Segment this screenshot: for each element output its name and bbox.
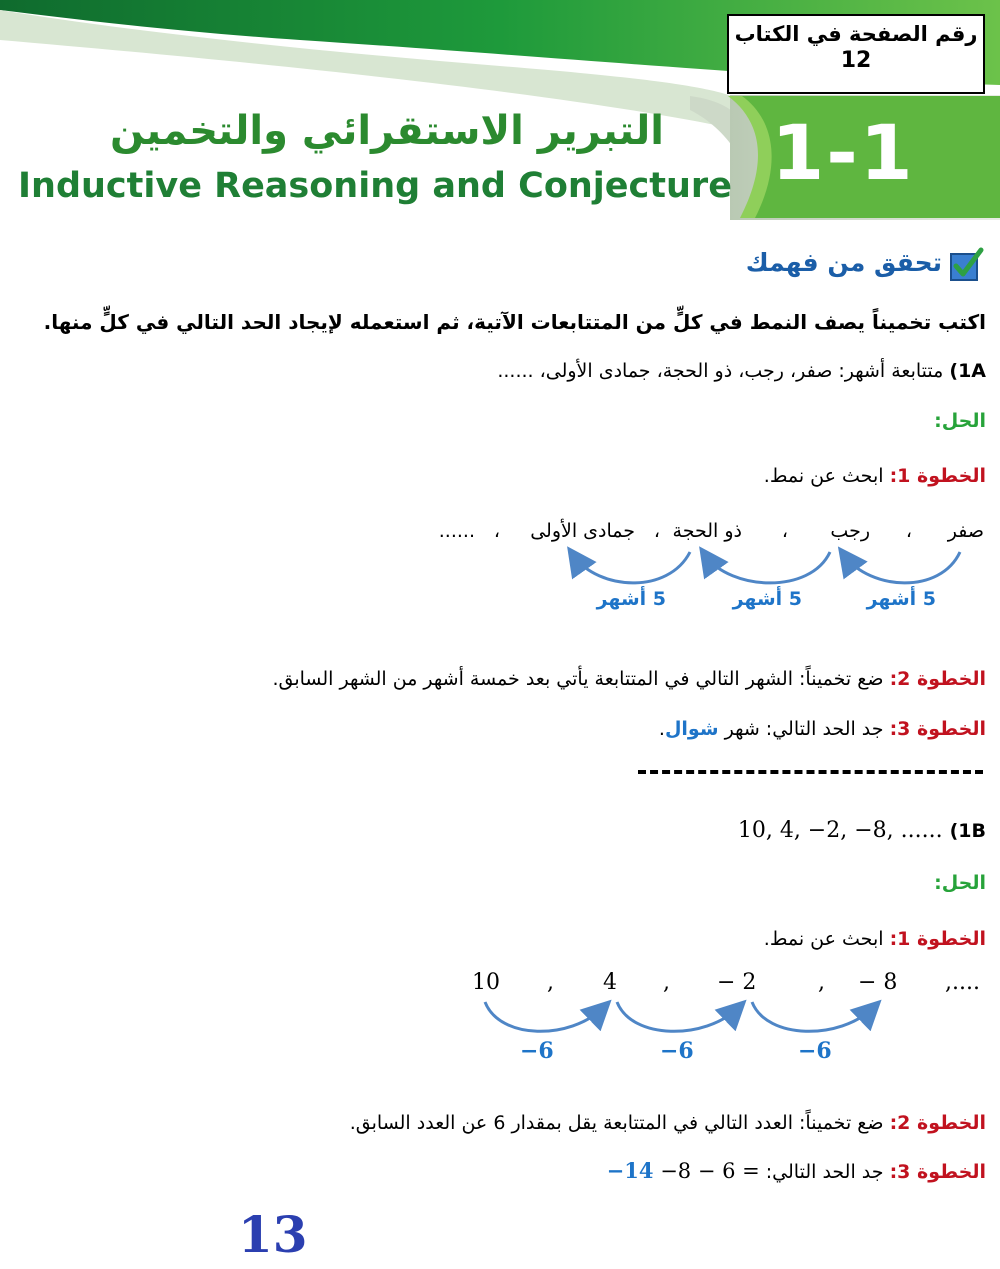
- section-divider: [638, 770, 983, 774]
- lesson-title-english: Inductive Reasoning and Conjecture: [18, 166, 732, 206]
- step1-text: ابحث عن نمط.: [763, 928, 884, 950]
- seq-1b-term-1: 10: [472, 970, 500, 995]
- seq-1b-sep-1: ,: [547, 970, 554, 995]
- gap-label-1b-1: −6: [520, 1038, 554, 1064]
- problem-1b-tag: (1B: [949, 820, 986, 842]
- lesson-title-arabic: التبرير الاستقرائي والتخمين: [110, 108, 664, 154]
- problem-1a: [497, 360, 986, 382]
- seq-1a-sep-1: ،: [905, 520, 912, 542]
- book-page-reference: [727, 14, 985, 94]
- gap-label-1a-2: 5 أشهر: [732, 588, 802, 610]
- page-number: 13: [238, 1205, 308, 1264]
- seq-1a-term-1: صفر: [947, 520, 984, 542]
- step3-text: جد الحد التالي: شهر: [724, 718, 884, 740]
- step3-equation-left: −8 − 6 =: [660, 1159, 760, 1183]
- seq-1b-term-4: − 8: [858, 970, 898, 995]
- step2-label: الخطوة 2:: [889, 668, 986, 690]
- step3-text: جد الحد التالي:: [765, 1161, 884, 1183]
- arrow-1b-3: [752, 1002, 873, 1031]
- seq-1a-term-4: جمادى الأولى: [530, 520, 635, 542]
- problem-1a-text: متتابعة أشهر: صفر، رجب، ذو الحجة، جمادى الأولى، ......: [497, 360, 944, 382]
- step3-answer: −14: [606, 1158, 654, 1183]
- seq-1b-sep-2: ,: [663, 970, 670, 995]
- gap-label-1a-3: 5 أشهر: [596, 588, 666, 610]
- step2-label: الخطوة 2:: [889, 1112, 986, 1134]
- step3-1a: [659, 718, 986, 740]
- step1-1a: [764, 465, 986, 487]
- arrow-1a-3: [574, 552, 690, 583]
- seq-1b-term-3: − 2: [717, 970, 757, 995]
- gap-label-1a-1: 5 أشهر: [866, 588, 936, 610]
- step2-1a: [272, 668, 986, 690]
- page-reference-number: 12: [840, 48, 872, 73]
- problem-1a-tag: 1A): [949, 360, 986, 382]
- arrow-1a-1: [845, 552, 960, 583]
- step3-label: الخطوة 3:: [889, 1161, 986, 1183]
- seq-1b-term-2: 4: [603, 970, 617, 995]
- gap-label-1b-2: −6: [660, 1038, 694, 1064]
- seq-1a-term-2: رجب: [830, 520, 870, 542]
- arrow-1b-2: [617, 1002, 738, 1031]
- step3-end: .: [658, 718, 665, 740]
- gap-label-1b-3: −6: [798, 1038, 832, 1064]
- seq-1a-term-3: ذو الحجة: [672, 520, 742, 542]
- problem-1b-sequence: 10, 4, −2, −8, ......: [737, 818, 943, 843]
- solution-label-1a: الحل:: [934, 410, 986, 432]
- check-understanding-heading: تحقق من فهمك: [745, 248, 942, 277]
- step1-text: ابحث عن نمط.: [763, 465, 884, 487]
- step3-label: الخطوة 3:: [889, 718, 986, 740]
- seq-1b-sep-3: ,: [818, 970, 825, 995]
- arrow-1a-2: [706, 552, 830, 583]
- step2-text: ضع تخميناً: الشهر التالي في المتتابعة يأتي بعد خمسة أشهر من الشهر السابق.: [272, 668, 884, 690]
- step1-label: الخطوة 1:: [889, 928, 986, 950]
- step3-1b: [607, 1158, 986, 1183]
- problem-1b: [738, 818, 986, 843]
- lesson-number: 1-1: [771, 108, 915, 197]
- step1-label: الخطوة 1:: [889, 465, 986, 487]
- step2-text: ضع تخميناً: العدد التالي في المتتابعة يقل بمقدار 6 عن العدد السابق.: [349, 1112, 884, 1134]
- page-reference-label: رقم الصفحة في الكتاب: [734, 22, 978, 46]
- step1-1b: [764, 928, 986, 950]
- checkbox-icon: [948, 246, 986, 282]
- seq-1a-sep-4: ،: [493, 520, 500, 542]
- seq-1b-ellipsis: ,....: [945, 970, 980, 995]
- seq-1a-sep-2: ،: [781, 520, 788, 542]
- step2-1b: [350, 1112, 986, 1134]
- arrow-1b-1: [485, 1002, 603, 1031]
- step3-answer: شوال: [664, 718, 719, 740]
- seq-1a-sep-3: ،: [653, 520, 660, 542]
- solution-label-1b: الحل:: [934, 872, 986, 894]
- seq-1a-ellipsis: ......: [438, 520, 475, 542]
- instruction-text: اكتب تخميناً يصف النمط في كلٍّ من المتتابعات الآتية، ثم استعمله لإيجاد الحد التالي في كلٍّ منها.: [43, 310, 986, 334]
